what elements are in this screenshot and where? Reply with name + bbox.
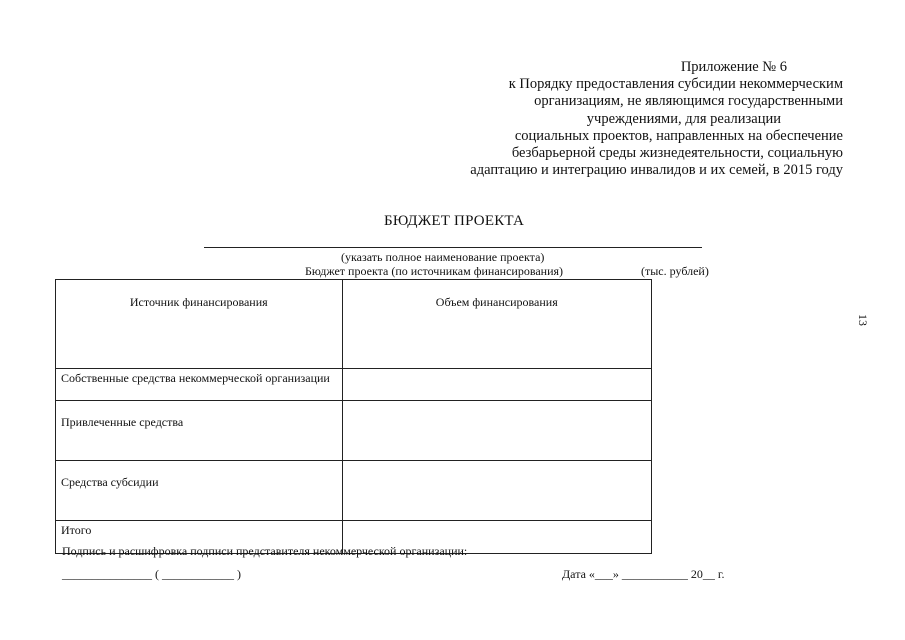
table-row: [56, 401, 652, 461]
header-line: учреждениями, для реализации: [586, 110, 781, 127]
header-line: адаптацию и интеграцию инвалидов и их семей, в 2015 году: [470, 162, 843, 179]
document-title: БЮДЖЕТ ПРОЕКТА: [384, 213, 525, 229]
date-field: Дата «___» ___________ 20__ г.: [562, 567, 725, 581]
budget-table: [55, 279, 652, 554]
project-name-hint: (указать полное наименование проекта): [341, 250, 545, 264]
row-source-cell: Собственные средства некоммерческой организации: [56, 369, 343, 401]
signature-fields: _______________ ( ____________ ): [62, 567, 241, 581]
header-line: организациям, не являющимся государственными: [534, 93, 843, 110]
row-source-cell: Привлеченные средства: [56, 401, 343, 461]
header-line: Приложение № 6: [680, 59, 787, 75]
header-line: социальных проектов, направленных на обеспечение: [514, 127, 843, 144]
row-amount-cell: [342, 461, 651, 521]
row-source-cell: Средства субсидии: [56, 461, 343, 521]
row-source-cell: Итого: [56, 521, 343, 554]
appendix-header: [373, 59, 843, 179]
column-header-amount: Объем финансирования: [342, 280, 651, 369]
table-row: [56, 369, 652, 401]
header-line: к Порядку предоставления субсидии некоммерческим: [508, 76, 843, 93]
units-label: (тыс. рублей): [641, 264, 709, 278]
row-amount-cell: [342, 401, 651, 461]
page-number: 13: [856, 314, 870, 326]
header-line: безбарьерной среды жизнедеятельности, социальную: [511, 145, 843, 162]
project-name-line: [204, 247, 702, 248]
signature-label: Подпись и расшифровка подписи представителя некоммерческой организации:: [62, 544, 468, 558]
row-amount-cell: [342, 369, 651, 401]
table-row: [56, 461, 652, 521]
column-header-source: Источник финансирования: [56, 280, 343, 369]
table-header-row: [56, 280, 652, 369]
budget-caption: Бюджет проекта (по источникам финансирования): [305, 264, 564, 278]
